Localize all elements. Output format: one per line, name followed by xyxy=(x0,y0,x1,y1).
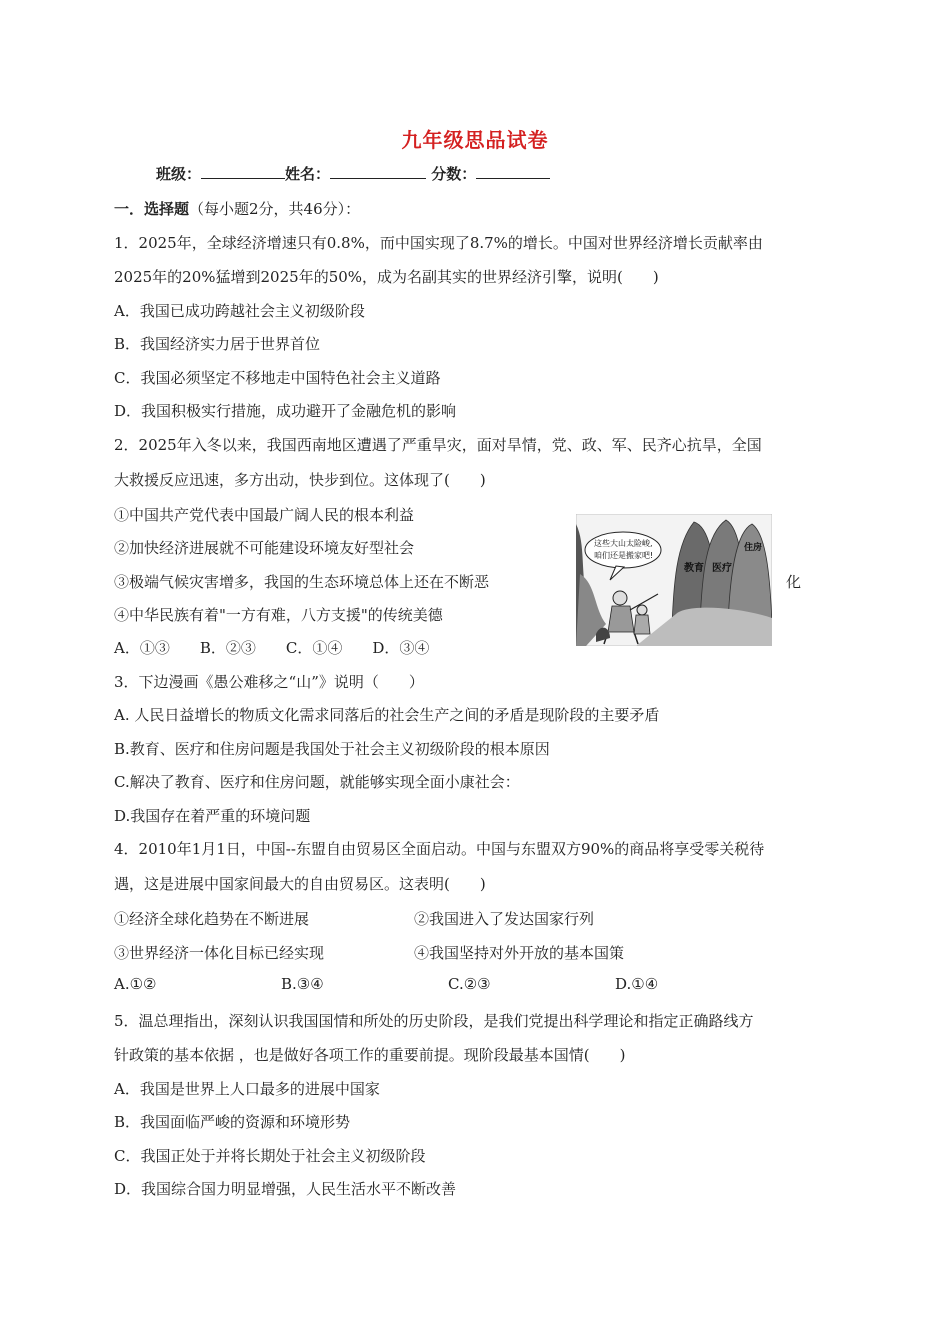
mountain-label-education: 教育 xyxy=(684,563,704,574)
q3-option-a: A. 人民日益增长的物质文化需求同落后的社会生产之间的矛盾是现阶段的主要矛盾 xyxy=(114,706,660,724)
q2-statement-2: ②加快经济进展就不可能建设环境友好型社会 xyxy=(114,539,415,557)
q3-option-b: B.教育、医疗和住房问题是我国处于社会主义初级阶段的根本原因 xyxy=(114,740,550,758)
name-blank[interactable] xyxy=(330,164,426,179)
section-note: （每小题2分，共46分）： xyxy=(189,200,361,218)
q4-stem-line2: 遇，这是进展中国家间最大的自由贸易区。这表明( ) xyxy=(114,875,486,893)
q2-options: A．①③ B．②③ C．①④ D．③④ xyxy=(114,639,430,657)
q3-option-c: C.解决了教育、医疗和住房问题，就能够实现全面小康社会： xyxy=(114,773,520,791)
q4-option-a: A.①② xyxy=(114,975,157,993)
q1-option-b: B．我国经济实力居于世界首位 xyxy=(114,335,321,353)
q2-statement-3: ③极端气候灾害增多，我国的生态环境总体上还在不断恶 xyxy=(114,573,490,591)
section-title: 一．选择题 xyxy=(114,200,190,218)
q2-statement-1: ①中国共产党代表中国最广阔人民的根本利益 xyxy=(114,506,415,524)
q1-option-d: D．我国积极实行措施，成功避开了金融危机的影响 xyxy=(114,402,457,420)
q4-option-d: D.①④ xyxy=(615,975,659,993)
q1-stem-line1: 1．2025年，全球经济增速只有0.8%，而中国实现了8.7%的增长。中国对世界经济增长贡献率由 xyxy=(114,234,763,252)
class-blank[interactable] xyxy=(201,164,285,179)
q3-stem: 3．下边漫画《愚公难移之“山”》说明（ ） xyxy=(114,673,424,691)
q1-option-c: C．我国必须坚定不移地走中国特色社会主义道路 xyxy=(114,369,441,387)
q4-stem-line1: 4．2010年1月1日，中国--东盟自由贸易区全面启动。中国与东盟双方90%的商品将享受零关税待 xyxy=(114,840,765,858)
q2-statement-4: ④中华民族有着"一方有难，八方支援"的传统美德 xyxy=(114,606,443,624)
student-info-line xyxy=(156,163,550,184)
q4-statement-2: ②我国进入了发达国家行列 xyxy=(414,910,595,928)
q4-statement-3: ③世界经济一体化目标已经实现 xyxy=(114,944,325,962)
speech-bubble-line2: 咱们还是搬家吧! xyxy=(594,551,654,560)
mountain-label-housing: 住房 xyxy=(744,543,763,553)
name-label: 姓名： xyxy=(285,165,331,183)
q2-stem-line2: 大救援反应迅速，多方出动，快步到位。这体现了( ) xyxy=(114,471,486,489)
q5-stem-line1: 5．温总理指出，深刻认识我国国情和所处的历史阶段，是我们党提出科学理论和指定正确路线方 xyxy=(114,1012,754,1030)
q5-stem-line2: 针政策的基本依据 ，也是做好各项工作的重要前提。现阶段最基本国情( ) xyxy=(114,1046,626,1064)
q2-stem-line1: 2．2025年入冬以来，我国西南地区遭遇了严重旱灾，面对旱情，党、政、军、民齐心抗旱，全国 xyxy=(114,436,762,454)
q1-stem-line2: 2025年的20%猛增到2025年的50%，成为名副其实的世界经济引擎，说明( ) xyxy=(114,268,659,286)
score-blank[interactable] xyxy=(476,164,550,179)
q5-option-d: D．我国综合国力明显增强，人民生活水平不断改善 xyxy=(114,1180,457,1198)
q4-statement-1: ①经济全球化趋势在不断进展 xyxy=(114,910,310,928)
q4-option-b: B.③④ xyxy=(281,975,324,993)
section-heading xyxy=(114,198,360,219)
q4-statement-4: ④我国坚持对外开放的基本国策 xyxy=(414,944,625,962)
mountain-label-medical: 医疗 xyxy=(712,563,732,574)
cartoon-image xyxy=(576,514,772,646)
page-title: 九年级思品试卷 xyxy=(401,128,549,152)
q4-option-c: C.②③ xyxy=(448,975,491,993)
q5-option-a: A．我国是世界上人口最多的进展中国家 xyxy=(114,1080,380,1098)
q5-option-c: C．我国正处于并将长期处于社会主义初级阶段 xyxy=(114,1147,426,1165)
class-label: 班级： xyxy=(156,165,202,183)
q2-statement-3-tail: 化 xyxy=(786,573,802,591)
speech-bubble-line1: 这些大山太险峻, xyxy=(594,539,653,548)
q3-option-d: D.我国存在着严重的环境问题 xyxy=(114,807,311,825)
q1-option-a: A．我国已成功跨越社会主义初级阶段 xyxy=(114,302,365,320)
q5-option-b: B．我国面临严峻的资源和环境形势 xyxy=(114,1113,351,1131)
score-label: 分数： xyxy=(431,165,477,183)
